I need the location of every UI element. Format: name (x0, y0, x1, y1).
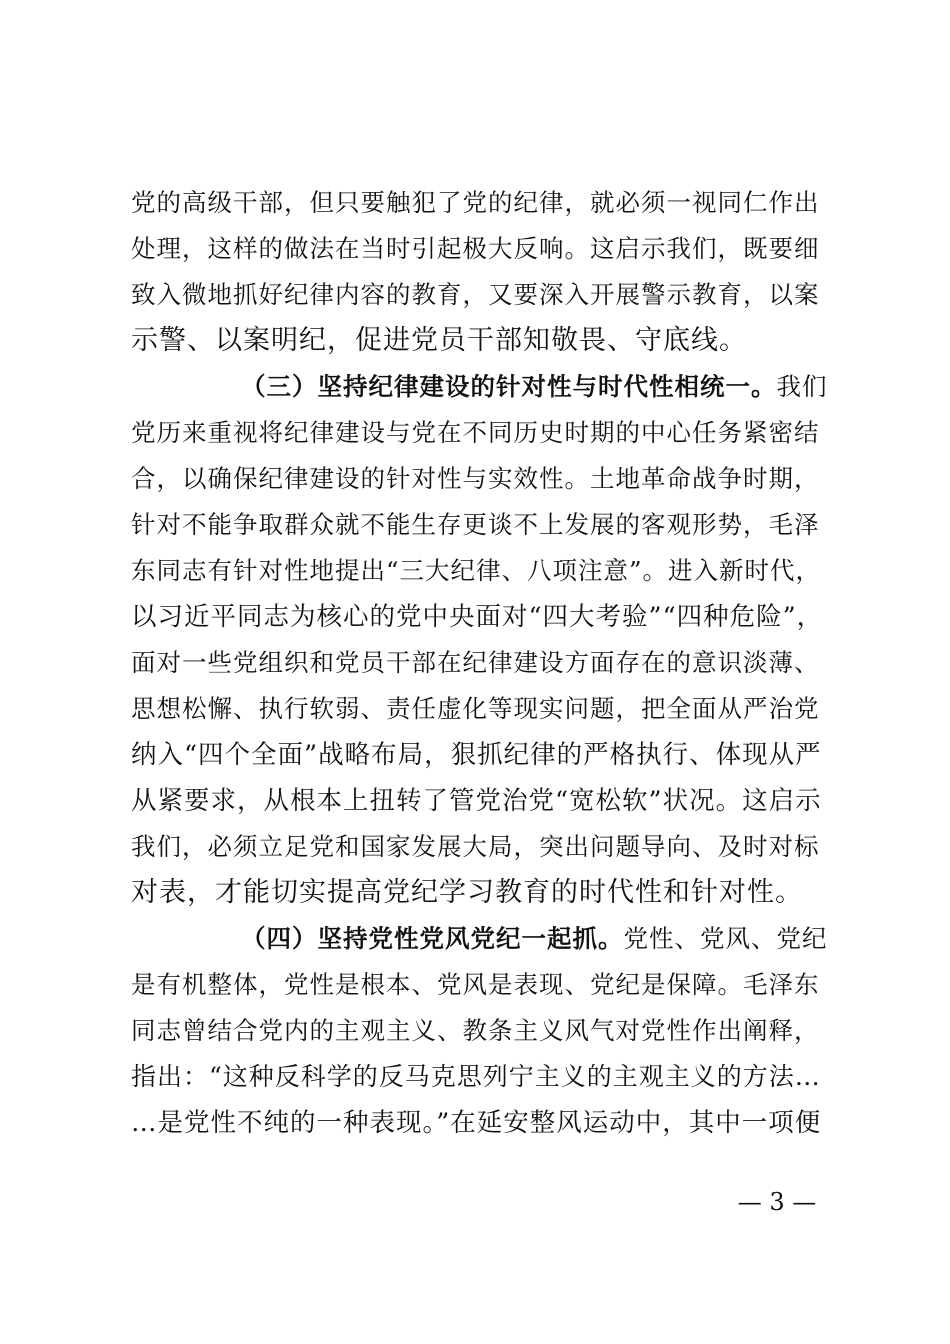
paragraph-2-line-11: 我们，必须立足党和国家发展大局，突出问题导向、及时对标 (131, 832, 820, 861)
paragraph-2-line-4: 针对不能争取群众就不能生存更谈不上发展的客观形势，毛泽 (131, 510, 820, 539)
paragraph-2-first-line (241, 368, 831, 406)
paragraph-2-line-2: 党历来重视将纪律建设与党在不同历史时期的中心任务紧密结 (131, 418, 820, 447)
section-3-heading: （三）坚持纪律建设的针对性与时代性相统一。 (241, 372, 777, 401)
paragraph-2-line-3: 合，以确保纪律建设的针对性与实效性。土地革命战争时期， (131, 464, 820, 493)
paragraph-3-first-line (241, 920, 831, 958)
paragraph-2-line-5: 东同志有针对性地提出“三大纪律、八项注意”。进入新时代， (131, 556, 822, 585)
paragraph-2-first-line-text: 我们 (776, 372, 828, 401)
paragraph-1-line-1: 党的高级干部，但只要触犯了党的纪律，就必须一视同仁作出 (131, 188, 820, 217)
paragraph-2-line-9: 纳入“四个全面”战略布局，狠抓纪律的严格执行、体现从严 (131, 740, 822, 770)
paragraph-3-line-5: …是党性不纯的一种表现。”在延安整风运动中，其中一项便 (131, 1108, 822, 1138)
paragraph-2-line-6: 以习近平同志为核心的党中央面对“四大考验”“四种危险”， (131, 602, 824, 632)
paragraph-2-line-8: 思想松懈、执行软弱、责任虚化等现实问题，把全面从严治党 (131, 694, 820, 723)
section-4-heading: （四）坚持党性党风党纪一起抓。 (241, 924, 624, 953)
page-number: — 3 — (737, 1188, 817, 1216)
paragraph-2-line-12: 对表，才能切实提高党纪学习教育的时代性和针对性。 (131, 877, 803, 908)
paragraph-3-first-line-text: 党性、党风、党纪 (623, 924, 828, 953)
paragraph-2-line-7: 面对一些党组织和党员干部在纪律建设方面存在的意识淡薄、 (131, 648, 820, 677)
paragraph-3-line-3: 同志曾结合党内的主观主义、教条主义风气对党性作出阐释， (131, 1016, 820, 1045)
paragraph-2-line-10: 从紧要求，从根本上扭转了管党治党“宽松软”状况。这启示 (131, 786, 822, 816)
paragraph-1-line-2: 处理，这样的做法在当时引起极大反响。这启示我们，既要细 (131, 234, 820, 263)
paragraph-1-line-3: 致入微地抓好纪律内容的教育，又要深入开展警示教育，以案 (131, 280, 820, 309)
paragraph-1-line-4: 示警、以案明纪，促进党员干部知敬畏、守底线。 (131, 325, 747, 356)
paragraph-3-line-2: 是有机整体，党性是根本、党风是表现、党纪是保障。毛泽东 (131, 970, 820, 999)
paragraph-3-line-4: 指出：“这种反科学的反马克思列宁主义的主观主义的方法… (131, 1062, 821, 1091)
